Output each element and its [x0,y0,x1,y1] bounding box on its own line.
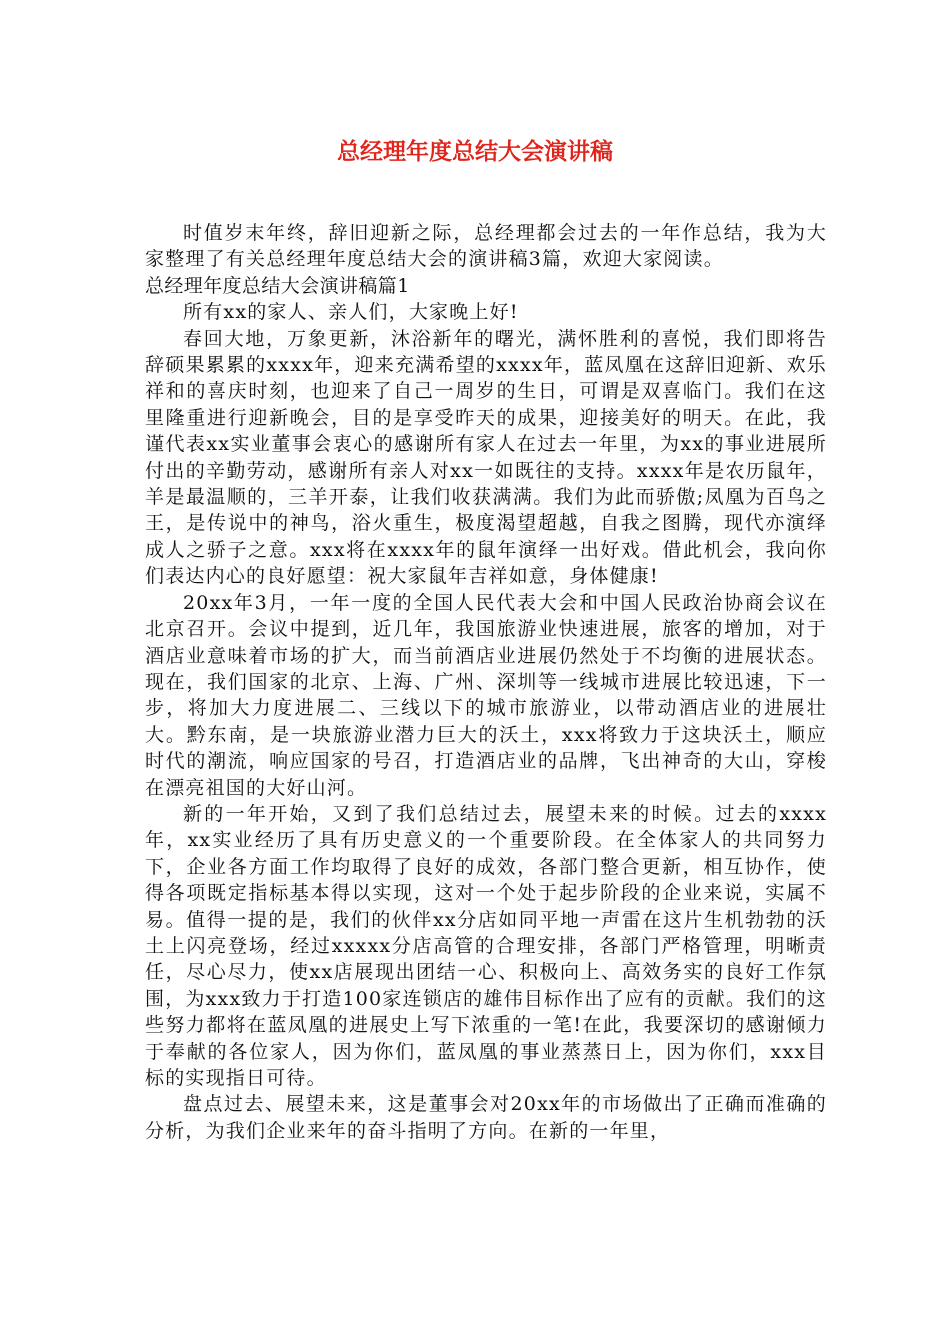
greeting-paragraph: 所有xx的家人、亲人们，大家晚上好! [183,301,519,324]
body-paragraph: 盘点过去、展望未来，这是董事会对20xx年的市场做出了正确而准确的分析，为我们企业来年的奋斗指明了方向。在新的一年里， [145,1093,827,1142]
document-title: 总经理年度总结大会演讲稿 [337,139,613,165]
body-paragraph: 春回大地，万象更新，沐浴新年的曙光，满怀胜利的喜悦，我们即将告辞硕果累累的xxxx年，迎来充满希望的xxxx年，蓝凤凰在这辞旧迎新、欢乐祥和的喜庆时刻，也迎来了自己一周岁的生日，可谓是双喜临门。我们在这里隆重进行迎新晚会，目的是享受昨天的成果，迎接美好的明天。在此，我谨代表xx实业董事会衷心的感谢所有家人在过去一年里，为xx的事业进展所付出的辛勤劳动，感谢所有亲人对xx一如既往的支持。xxxx年是农历鼠年，羊是最温顺的，三羊开泰，让我们收获满满。我们为此而骄傲;凤凰为百鸟之王，是传说中的神鸟，浴火重生，极度渴望超越，自我之图腾，现代亦演绎成人之骄子之意。xxx将在xxxx年的鼠年演绎一出好戏。借此机会，我向你们表达内心的良好愿望：祝大家鼠年吉祥如意，身体健康! [145,327,827,588]
section-heading: 总经理年度总结大会演讲稿篇1 [145,274,410,297]
document-body [145,220,827,1144]
body-paragraph: 新的一年开始，又到了我们总结过去，展望未来的时候。过去的xxxx年，xx实业经历了具有历史意义的一个重要阶段。在全体家人的共同努力下，企业各方面工作均取得了良好的成效，各部门整合更新，相互协作，使得各项既定指标基本得以实现，这对一个处于起步阶段的企业来说，实属不易。值得一提的是，我们的伙伴xx分店如同平地一声雷在这片生机勃勃的沃土上闪亮登场，经过xxxxx分店高管的合理安排，各部门严格管理，明晰责任，尽心尽力，使xx店展现出团结一心、积极向上、高效务实的良好工作氛围，为xxx致力于打造100家连锁店的雄伟目标作出了应有的贡献。我们的这些努力都将在蓝凤凰的进展史上写下浓重的一笔!在此，我要深切的感谢倾力于奉献的各位家人，因为你们，蓝凤凰的事业蒸蒸日上，因为你们，xxx目标的实现指日可待。 [145,802,827,1089]
body-paragraph: 20xx年3月，一年一度的全国人民代表大会和中国人民政治协商会议在北京召开。会议中提到，近几年，我国旅游业快速进展，旅客的增加，对于酒店业意味着市场的扩大，而当前酒店业进展仍然处于不均衡的进展状态。现在，我们国家的北京、上海、广州、深圳等一线城市进展比较迅速，下一步，将加大力度进展二、三线以下的城市旅游业，以带动酒店业的进展壮大。黔东南，是一块旅游业潜力巨大的沃土，xxx将致力于这块沃土，顺应时代的潮流，响应国家的号召，打造酒店业的品牌，飞出神奇的大山，穿梭在漂亮祖国的大好山河。 [145,591,827,799]
intro-paragraph: 时值岁末年终，辞旧迎新之际，总经理都会过去的一年作总结，我为大家整理了有关总经理年度总结大会的演讲稿3篇，欢迎大家阅读。 [145,222,827,271]
